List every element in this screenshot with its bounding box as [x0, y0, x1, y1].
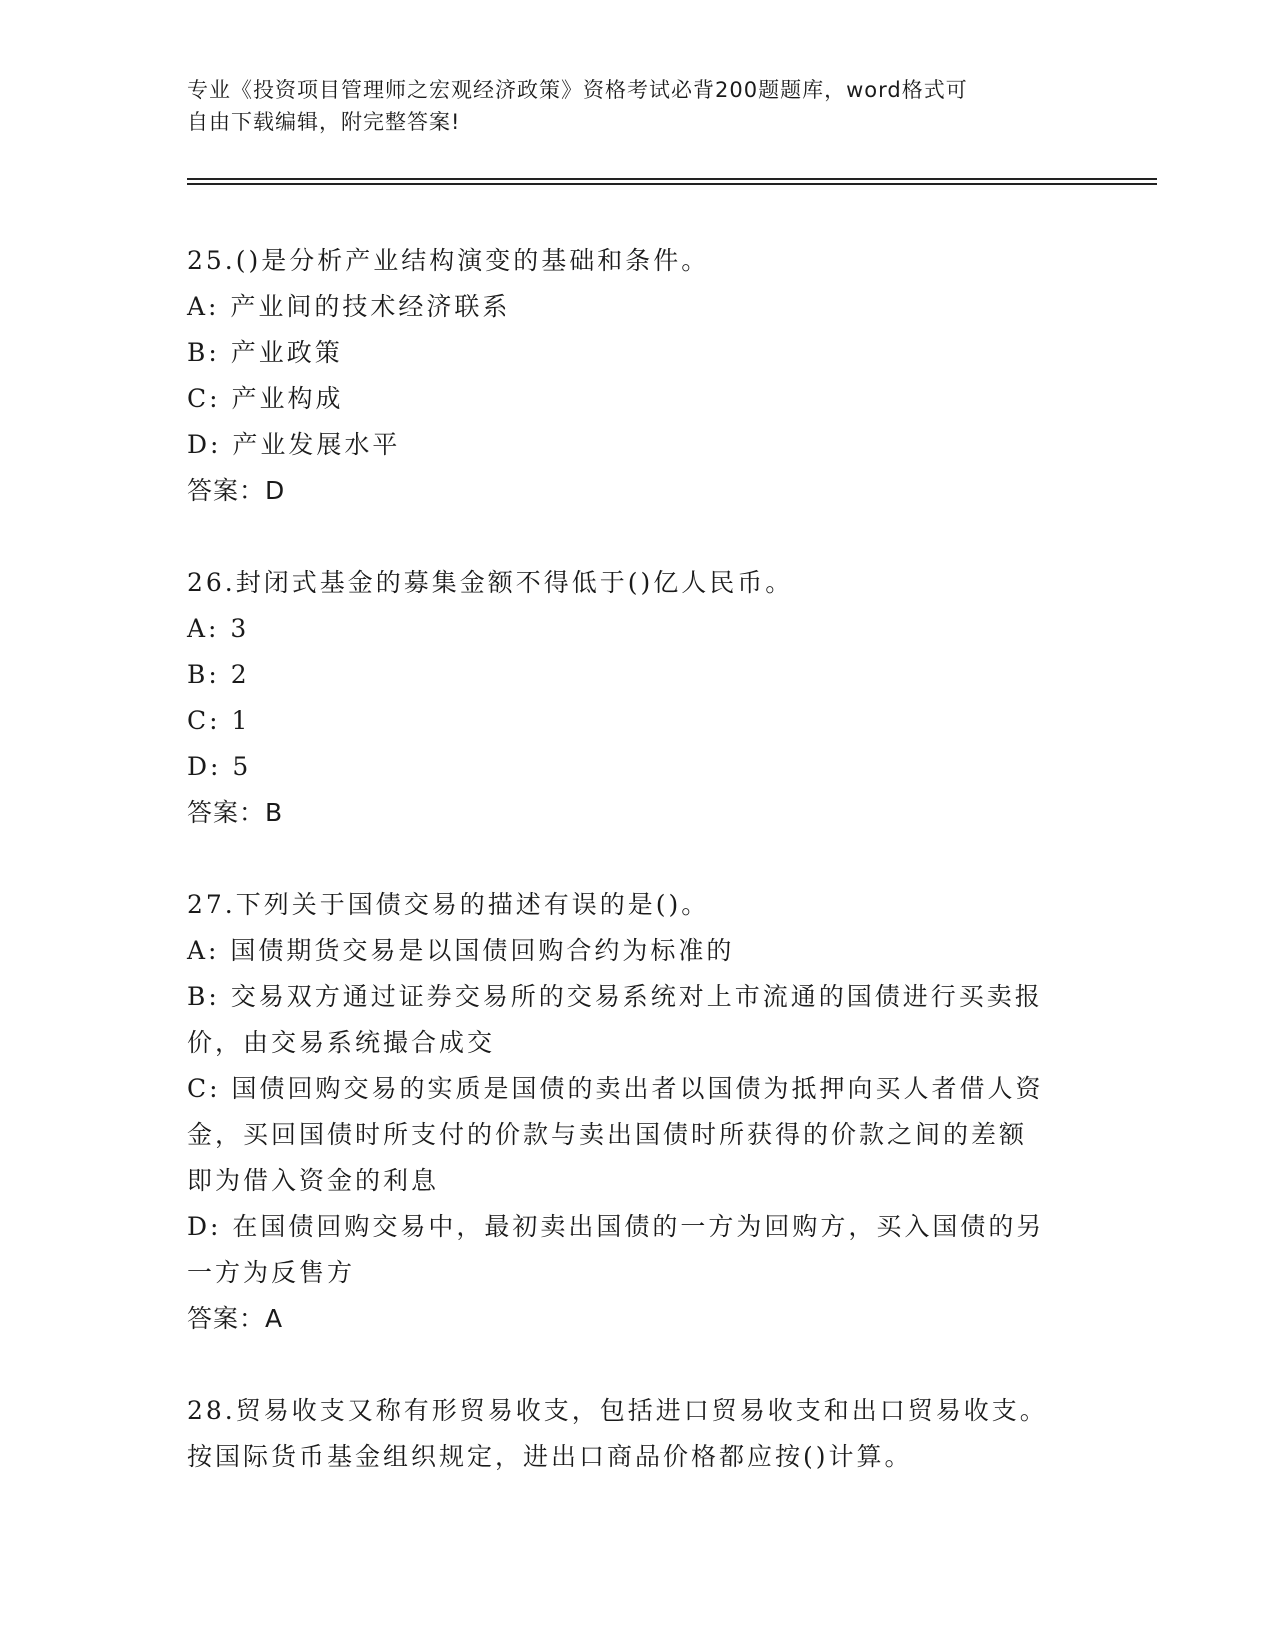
option-d-line-2: 一方为反售方 [187, 1258, 356, 1287]
header-rule-top [187, 178, 1157, 180]
answer-label: 答案：D [187, 476, 286, 505]
question-stem: 27.下列关于国债交易的描述有误的是()。 [187, 890, 710, 919]
question-25 [187, 238, 1087, 514]
answer-label: 答案：A [187, 1304, 284, 1333]
question-28 [187, 1388, 1087, 1480]
question-stem: 25.()是分析产业结构演变的基础和条件。 [187, 246, 710, 275]
option-c: C: 产业构成 [187, 384, 344, 413]
option-a: A: 3 [187, 614, 250, 643]
option-c-line-3: 即为借入资金的利息 [187, 1166, 440, 1195]
option-a: A: 产业间的技术经济联系 [187, 292, 511, 321]
question-stem-line-2: 按国际货币基金组织规定，进出口商品价格都应按()计算。 [187, 1442, 913, 1471]
question-26 [187, 560, 1087, 836]
question-stem: 26.封闭式基金的募集金额不得低于()亿人民币。 [187, 568, 794, 597]
option-d: D: 产业发展水平 [187, 430, 401, 459]
header-line-2: 自由下载编辑，附完整答案! [187, 110, 461, 134]
option-b-line-1: B: 交易双方通过证券交易所的交易系统对上市流通的国债进行买卖报 [187, 982, 1043, 1011]
header-rule-bottom [187, 183, 1157, 185]
header-line-1: 专业《投资项目管理师之宏观经济政策》资格考试必背200题题库，word格式可 [187, 78, 968, 102]
document-header [187, 74, 1087, 138]
option-c-line-1: C: 国债回购交易的实质是国债的卖出者以国债为抵押向买人者借人资 [187, 1074, 1044, 1103]
option-b-line-2: 价，由交易系统撮合成交 [187, 1028, 496, 1057]
option-c-line-2: 金，买回国债时所支付的价款与卖出国债时所获得的价款之间的差额 [187, 1120, 1028, 1149]
option-b: B: 2 [187, 660, 250, 689]
option-d-line-1: D: 在国债回购交易中，最初卖出国债的一方为回购方，买入国债的另 [187, 1212, 1045, 1241]
answer-label: 答案：B [187, 798, 284, 827]
question-27 [187, 882, 1087, 1342]
question-list [187, 238, 1087, 1526]
option-a: A: 国债期货交易是以国债回购合约为标准的 [187, 936, 735, 965]
option-c: C: 1 [187, 706, 251, 735]
option-b: B: 产业政策 [187, 338, 343, 367]
option-d: D: 5 [187, 752, 252, 781]
question-stem-line-1: 28.贸易收支又称有形贸易收支，包括进口贸易收支和出口贸易收支。 [187, 1396, 1048, 1425]
